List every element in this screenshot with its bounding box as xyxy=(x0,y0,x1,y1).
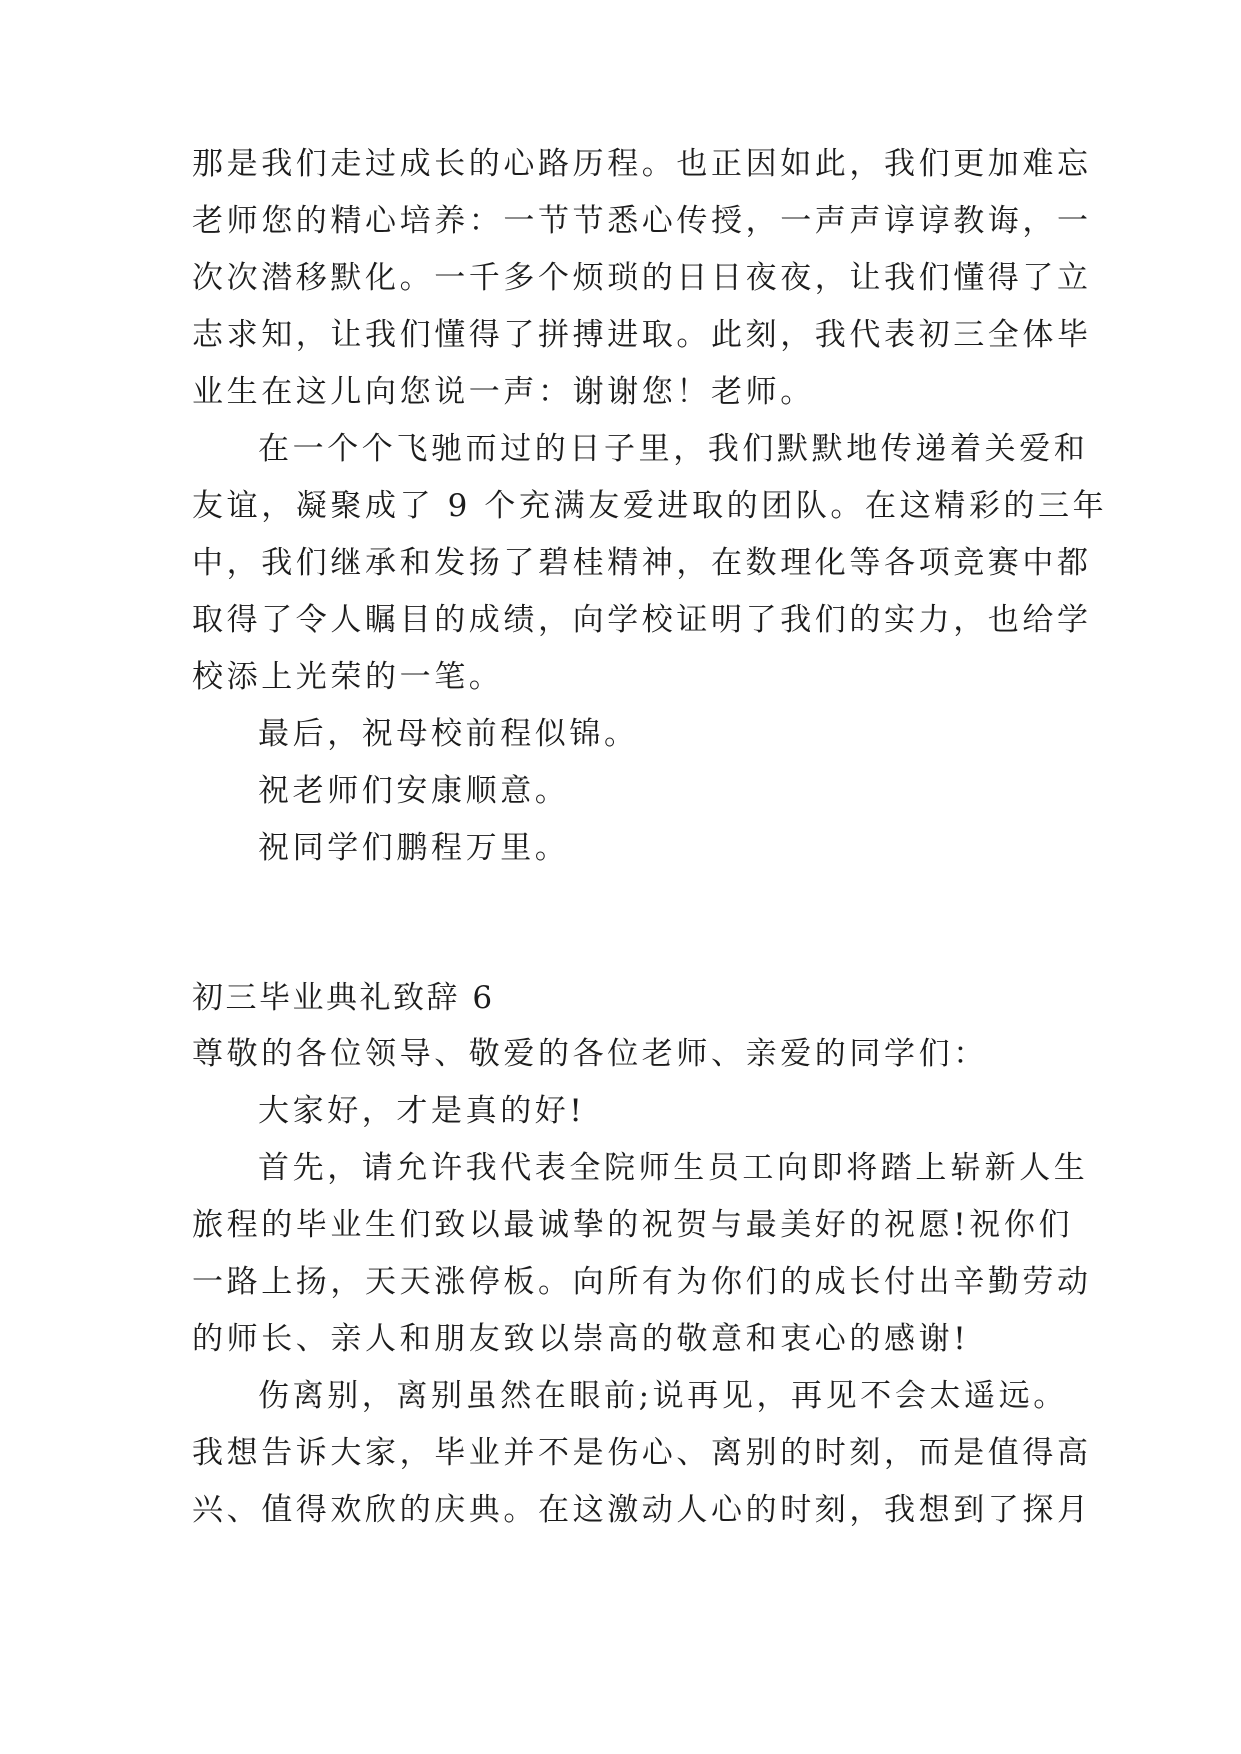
paragraph-line: 在一个个飞驰而过的日子里，我们默默地传递着关爱和 xyxy=(258,431,1089,467)
paragraph-line: 业生在这儿向您说一声：谢谢您！老师。 xyxy=(192,374,815,410)
paragraph-line: 我想告诉大家，毕业并不是伤心、离别的时刻，而是值得高 xyxy=(192,1435,1092,1471)
salutation-line: 尊敬的各位领导、敬爱的各位老师、亲爱的同学们： xyxy=(192,1036,988,1072)
paragraph-line: 旅程的毕业生们致以最诚挚的祝贺与最美好的祝愿!祝你们 xyxy=(192,1207,1074,1243)
section-body-1 xyxy=(192,136,1108,877)
paragraph-line: 兴、值得欢欣的庆典。在这激动人心的时刻，我想到了探月 xyxy=(192,1492,1092,1528)
closing-line: 最后，祝母校前程似锦。 xyxy=(258,716,639,752)
paragraph-line: 首先，请允许我代表全院师生员工向即将踏上崭新人生 xyxy=(258,1150,1089,1186)
paragraph-line: 中，我们继承和发扬了碧桂精神，在数理化等各项竞赛中都 xyxy=(192,545,1092,581)
paragraph-line: 那是我们走过成长的心路历程。也正因如此，我们更加难忘 xyxy=(192,146,1092,182)
greeting-line: 大家好，才是真的好! xyxy=(258,1093,586,1129)
paragraph-line: 取得了令人瞩目的成绩，向学校证明了我们的实力，也给学 xyxy=(192,602,1092,638)
paragraph-line: 次次潜移默化。一千多个烦琐的日日夜夜，让我们懂得了立 xyxy=(192,260,1092,296)
closing-line: 祝同学们鹏程万里。 xyxy=(258,830,570,866)
paragraph-line: 一路上扬，天天涨停板。向所有为你们的成长付出辛勤劳动 xyxy=(192,1264,1092,1300)
paragraph-line: 校添上光荣的一笔。 xyxy=(192,659,504,695)
paragraph-line: 老师您的精心培养：一节节悉心传授，一声声谆谆教诲，一 xyxy=(192,203,1092,239)
closing-line: 祝老师们安康顺意。 xyxy=(258,773,570,809)
paragraph-line: 的师长、亲人和朋友致以崇高的敬意和衷心的感谢! xyxy=(192,1321,970,1357)
paragraph-line: 志求知，让我们懂得了拼搏进取。此刻，我代表初三全体毕 xyxy=(192,317,1092,353)
paragraph-line: 伤离别，离别虽然在眼前;说再见，再见不会太遥远。 xyxy=(258,1378,1068,1414)
section-title: 初三毕业典礼致辞 6 xyxy=(192,980,495,1016)
paragraph-line: 友谊，凝聚成了 9 个充满友爱进取的团队。在这精彩的三年 xyxy=(192,488,1108,524)
section-body-2 xyxy=(192,1026,1092,1539)
